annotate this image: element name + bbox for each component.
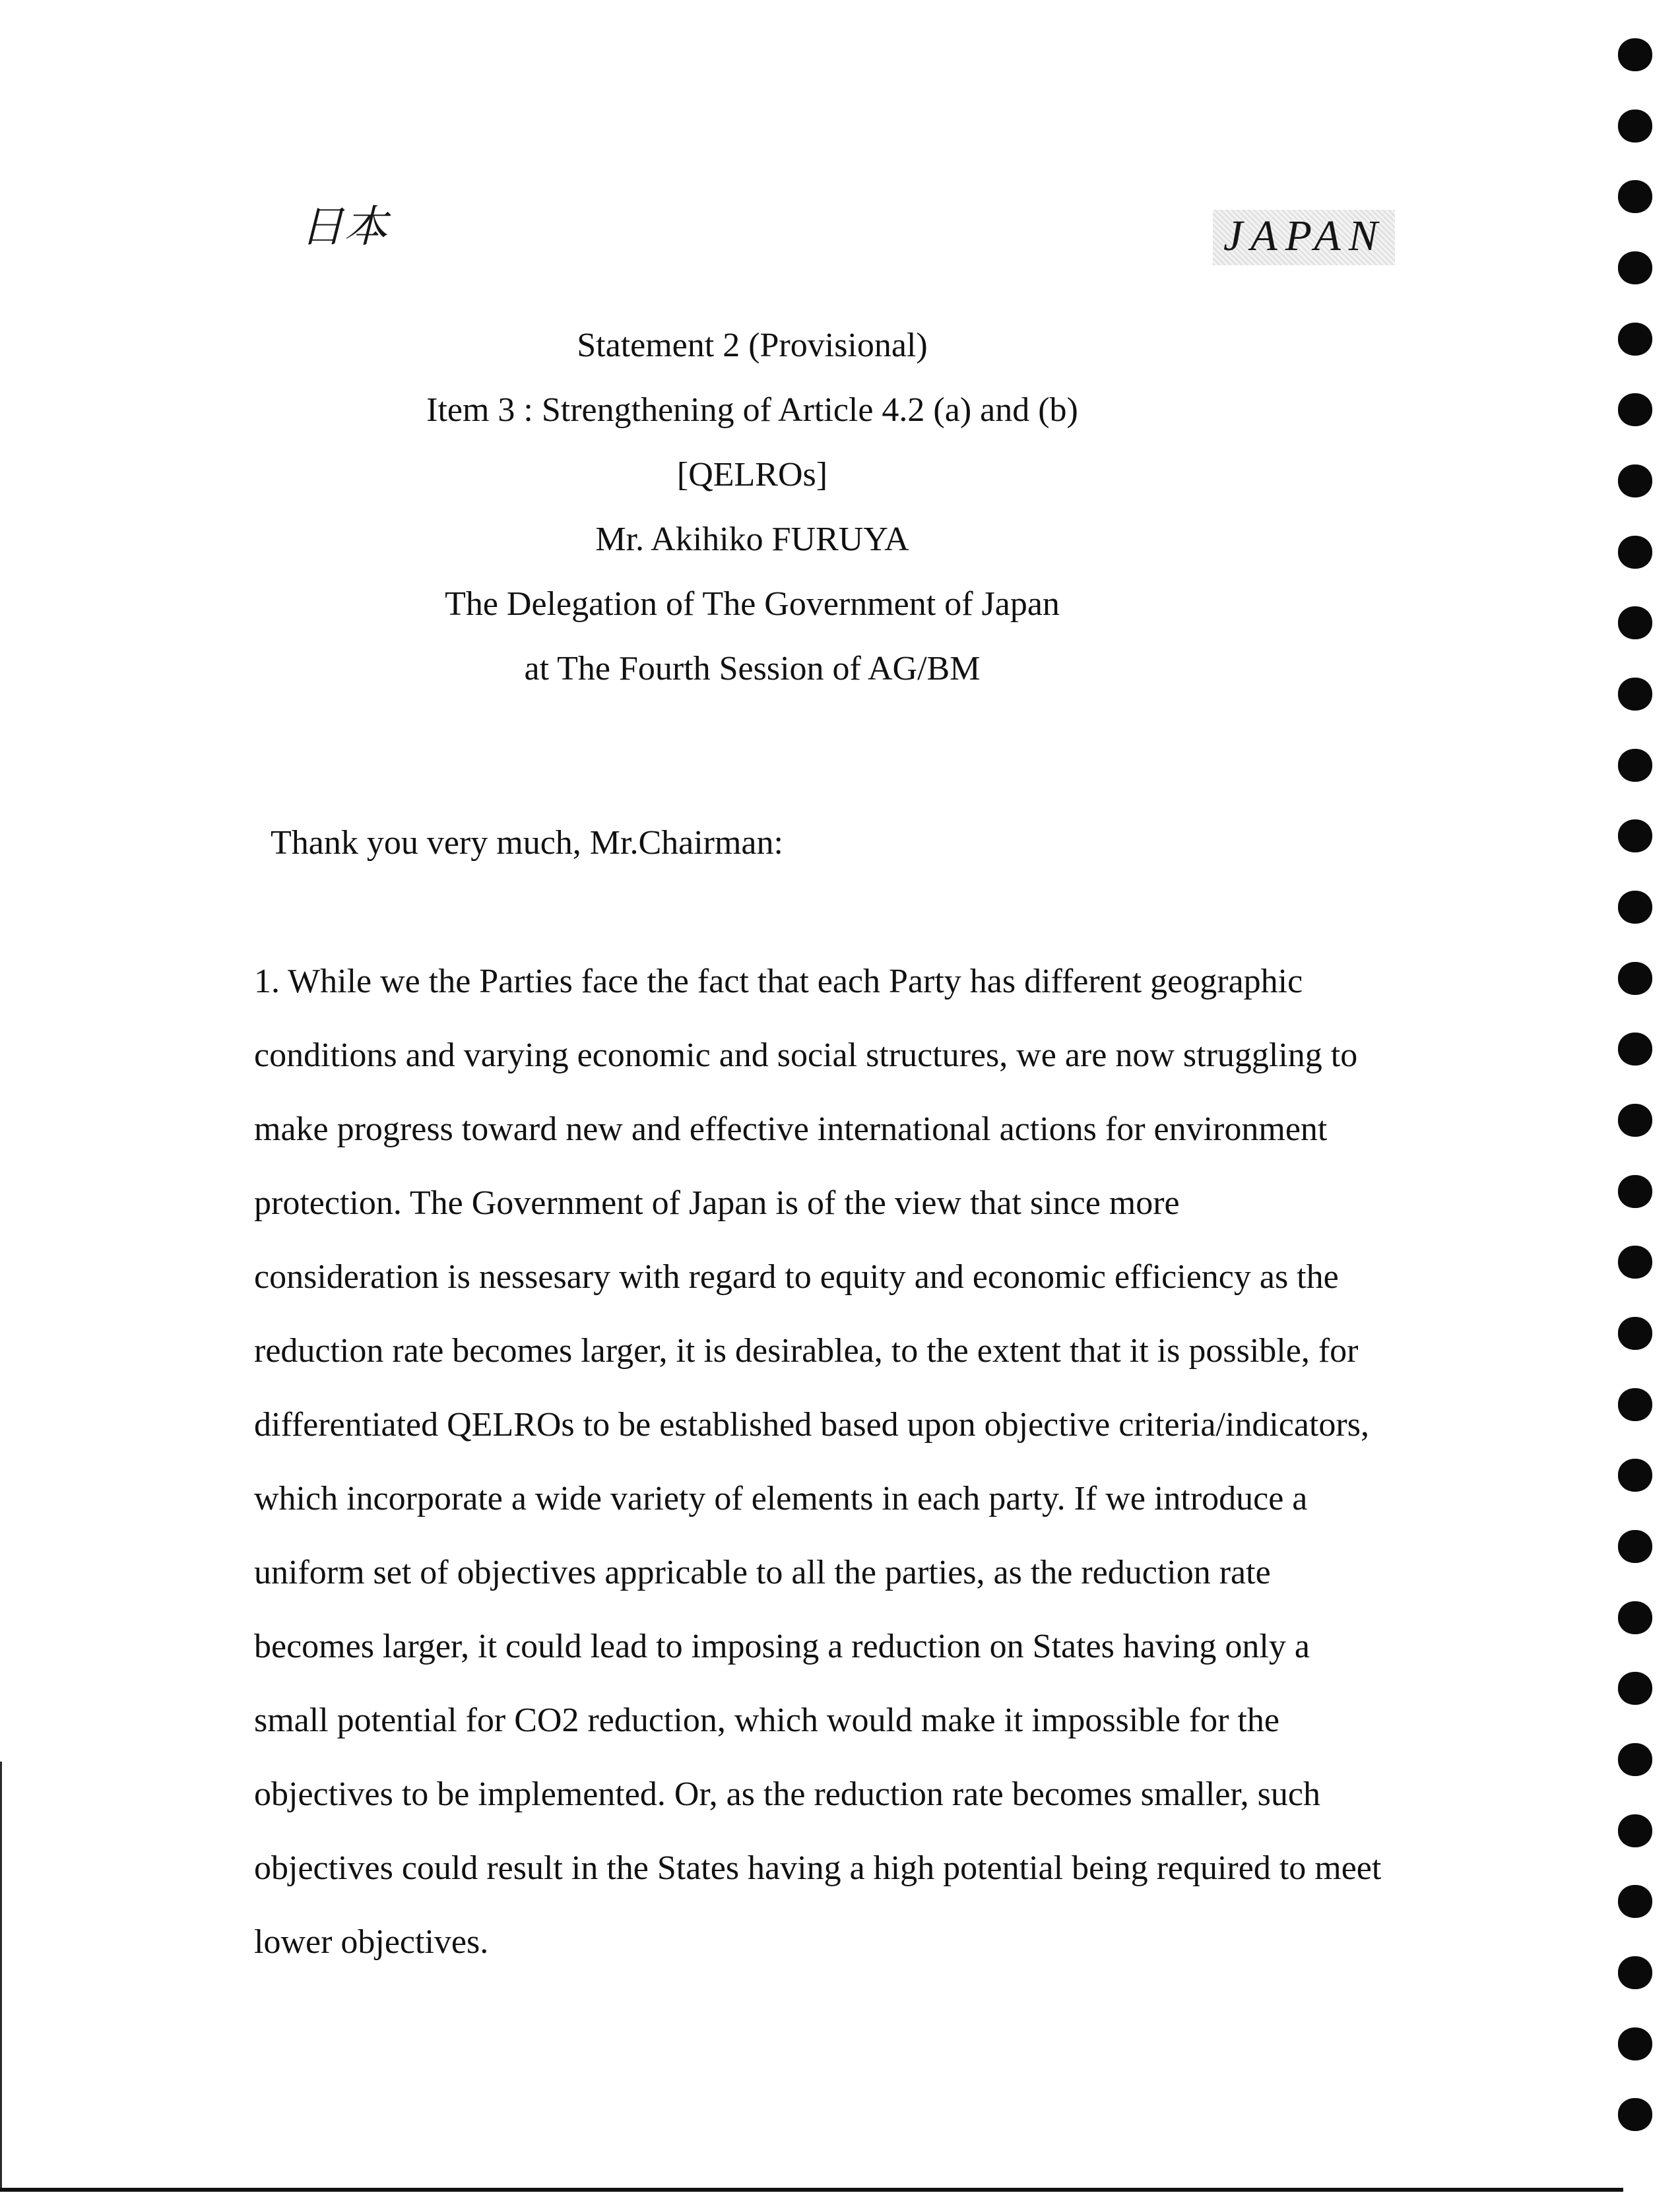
- binder-hole: [1618, 1388, 1652, 1421]
- binder-hole: [1618, 1246, 1652, 1279]
- binder-hole: [1618, 749, 1652, 782]
- country-stamp: JAPAN: [1213, 210, 1395, 265]
- binder-hole: [1618, 1956, 1652, 1989]
- paragraph-line: becomes larger, it could lead to imposing a reduction on States having only a: [254, 1628, 1310, 1665]
- binder-hole: [1618, 891, 1652, 924]
- paragraph-line: reduction rate becomes larger, it is desirablea, to the extent that it is possible, for: [254, 1332, 1359, 1370]
- paragraph-line: objectives could result in the States having a high potential being required to meet: [254, 1849, 1382, 1887]
- heading-line-topic: [QELROs]: [676, 456, 828, 494]
- binder-hole: [1618, 1104, 1652, 1137]
- binder-hole: [1618, 464, 1652, 497]
- paragraph-line: conditions and varying economic and social structures, we are now struggling to: [254, 1036, 1358, 1074]
- binder-hole: [1618, 251, 1652, 284]
- paragraph-line: uniform set of objectives appricable to all the parties, as the reduction rate: [254, 1554, 1271, 1591]
- scan-edge-line: [0, 1762, 2, 2190]
- binder-hole: [1618, 606, 1652, 639]
- binder-hole: [1618, 819, 1652, 852]
- binder-hole: [1618, 1459, 1652, 1492]
- binder-hole: [1618, 962, 1652, 995]
- paragraph-1: [254, 945, 1508, 1979]
- paragraph-line: objectives to be implemented. Or, as the reduction rate becomes smaller, such: [254, 1775, 1320, 1813]
- binder-hole: [1618, 536, 1652, 569]
- heading-line-delegation: The Delegation of The Government of Japan: [445, 585, 1060, 623]
- heading-line-session: at The Fourth Session of AG/BM: [524, 650, 981, 687]
- binder-hole: [1618, 2027, 1652, 2060]
- binder-hole: [1618, 393, 1652, 426]
- binder-hole: [1618, 110, 1652, 143]
- binder-hole: [1618, 1885, 1652, 1918]
- statement-heading: [0, 313, 1504, 701]
- paragraph-line: make progress toward new and effective international actions for environment: [254, 1110, 1328, 1148]
- binder-hole: [1618, 323, 1652, 356]
- heading-line-speaker: Mr. Akihiko FURUYA: [595, 521, 909, 558]
- binder-hole: [1618, 1814, 1652, 1847]
- binder-hole: [1618, 1743, 1652, 1776]
- paragraph-line: lower objectives.: [254, 1923, 489, 1961]
- bottom-scan-edge: [0, 2188, 1623, 2192]
- heading-line-statement: Statement 2 (Provisional): [577, 327, 928, 364]
- paragraph-line: differentiated QELROs to be established based upon objective criteria/indicators,: [254, 1406, 1369, 1444]
- paragraph-line: which incorporate a wide variety of elements in each party. If we introduce a: [254, 1480, 1308, 1517]
- paragraph-line: small potential for CO2 reduction, which would make it impossible for the: [254, 1702, 1279, 1739]
- heading-line-item: Item 3 : Strengthening of Article 4.2 (a) and (b): [426, 391, 1078, 429]
- binder-hole: [1618, 678, 1652, 711]
- binder-hole: [1618, 38, 1652, 71]
- paragraph-line: consideration is nessesary with regard to equity and economic efficiency as the: [254, 1258, 1339, 1296]
- binder-hole: [1618, 1672, 1652, 1705]
- paragraph-line: 1. While we the Parties face the fact that each Party has different geographic: [254, 963, 1303, 1000]
- binder-hole: [1618, 1033, 1652, 1066]
- binder-hole: [1618, 1317, 1652, 1350]
- binder-hole: [1618, 1601, 1652, 1634]
- binder-hole: [1618, 2098, 1652, 2131]
- binder-hole: [1618, 1530, 1652, 1563]
- greeting: Thank you very much, Mr.Chairman:: [271, 824, 783, 862]
- paragraph-line: protection. The Government of Japan is of the view that since more: [254, 1184, 1180, 1222]
- binder-hole: [1618, 1175, 1652, 1208]
- binder-holes: [1618, 38, 1658, 2189]
- japanese-country-mark: 日本: [300, 201, 387, 252]
- binder-hole: [1618, 180, 1652, 213]
